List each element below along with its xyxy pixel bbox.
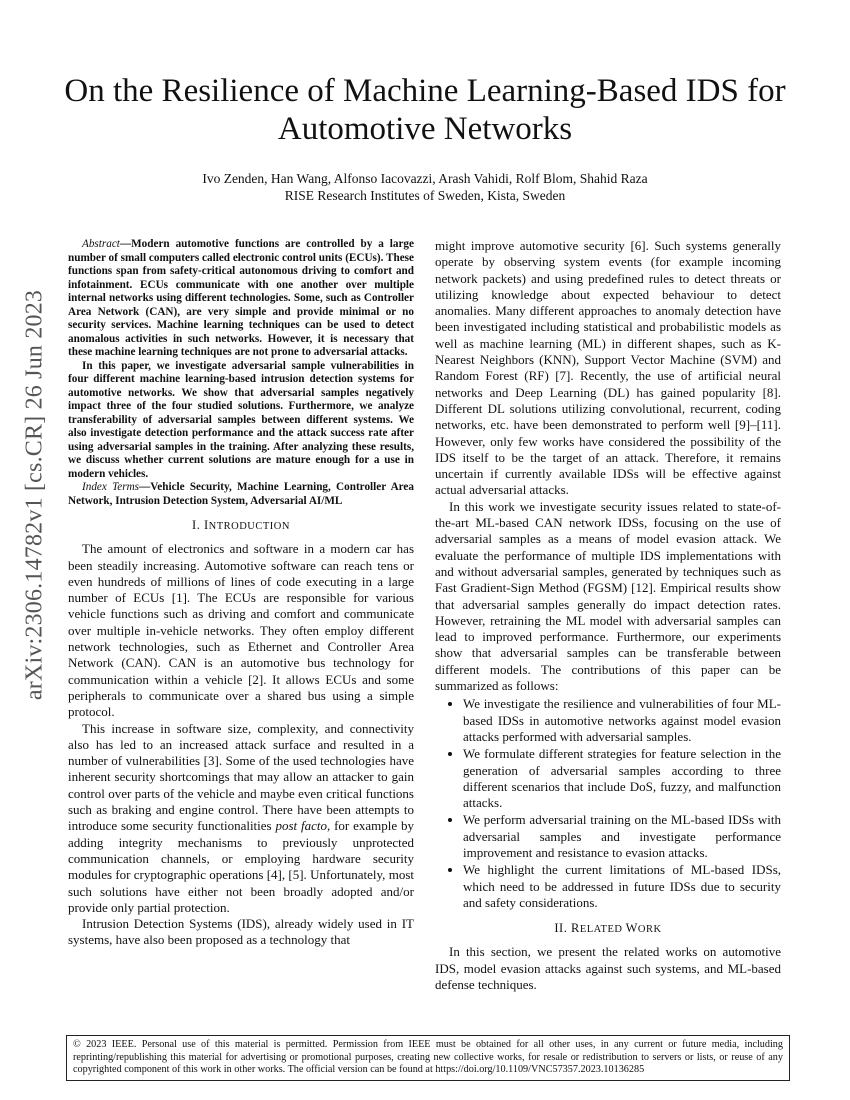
index-terms-label: Index Terms xyxy=(82,481,140,493)
intro-paragraph-2 xyxy=(68,721,414,917)
abstract-text-1: Modern automotive functions are controlled by a large number of small computers called electronic control units (ECUs). These functions span from safety-critical autonomous driving to comfort and infotainment. ECUs communicate with one another over multiple internal networks using different technologies. Some, such as Controller Area Network (CAN), are very simple and provide minimal or no security services. Machine learning techniques can be used to detect anomalous activities in such networks. However, it is necessary that these machine learning techniques are not prone to adversarial attacks. xyxy=(68,238,414,358)
author-block xyxy=(40,170,810,204)
paper-title: On the Resilience of Machine Learning-Based IDS for Automotive Networks xyxy=(64,73,786,147)
arxiv-sidebar-stamp xyxy=(12,289,58,701)
section-2-initial-2: W xyxy=(625,921,638,936)
section-heading-introduction xyxy=(68,517,414,535)
section-1-number: I. xyxy=(192,518,204,532)
related-work-paragraph-1: In this section, we present the related works on automotive IDS, model evasion attacks against such systems, and ML-based defense techniques. xyxy=(435,944,781,993)
intro-paragraph-1: The amount of electronics and software in a modern car has been steadily increasing. Automotive software can reach tens or even hundreds of millions of lines of code executing in a large number of ECUs [1]. The ECUs are responsible for various vehicle functions such as driving and comfort and communicate over multiple in-vehicle networks. They often employ different network technologies, such as Ethernet and Controller Area Network (CAN). CAN is an automotive bus technology for communication within a vehicle [2]. It allows ECUs and some peripherals to communicate over a shared bus using a simple protocol. xyxy=(68,541,414,720)
intro-p2-part-b: , for example by adding integrity mechanisms to previously unprotected communication channels, or employing hardware security modules for cryptographic operations [4], [5]. Unfortunately, most such solutions have either not been broadly adopted and/or provide only partial protection. xyxy=(68,818,414,915)
left-column xyxy=(68,238,414,949)
contribution-item: • We highlight the current limitations of ML-based IDSs, which need to be addressed in future IDSs due to security and safety considerations. xyxy=(463,862,781,911)
section-2-number: II. xyxy=(554,921,571,936)
index-terms xyxy=(68,481,414,508)
abstract-paragraph-2: In this paper, we investigate adversarial sample vulnerabilities in four different machine learning-based intrusion detection systems for automotive networks. We show that adversarial samples negatively impact three of the four studied solutions. Furthermore, we analyze transferability of adversarial samples between different systems. We also investigate detection performance and the attack success rate after using adversarial samples in the training. After analyzing these results, we discuss whether current solutions are mature enough for a use in modern vehicles. xyxy=(68,359,414,480)
intro-p2-italic: post facto xyxy=(275,818,327,834)
copyright-notice: © 2023 IEEE. Personal use of this material is permitted. Permission from IEEE must be obtained for all other uses, in any current or future media, including reprinting/republishing this material for advertising or promotional purposes, creating new collective works, for resale or redistribution to servers or lists, or reuse of any copyrighted component of this work in other works. The official version can be found at https://doi.org/10.1109/VNC57357.2023.10136285 xyxy=(66,1035,790,1081)
section-2-smallcaps-2: ORK xyxy=(637,924,662,936)
intro-paragraph-4: In this work we investigate security issues related to state-of-the-art ML-based CAN network IDSs, focusing on the use of adversarial samples as a means of model evasion attack. We evaluate the performance of multiple IDS implementations with and without adversarial samples, generated by techniques such as Fast Gradient-Sign Method (FGSM) [12]. Empirical results show that adversarial samples generally do impact detection rates. However, retraining the ML model with adversarial samples can lead to improved performance. Furthermore, our experiments show that adversarial samples can be transferable between different models. The contributions of this paper can be summarized as follows: xyxy=(435,498,781,694)
section-2-smallcaps-1: ELATED xyxy=(579,924,626,936)
abstract-paragraph-1 xyxy=(68,238,414,360)
affiliation: RISE Research Institutes of Sweden, Kista, Sweden xyxy=(284,188,566,203)
author-list: Ivo Zenden, Han Wang, Alfonso Iacovazzi, Arash Vahidi, Rolf Blom, Shahid Raza xyxy=(202,171,648,186)
index-terms-dash: — xyxy=(139,481,151,493)
abstract-label: Abstract xyxy=(82,238,120,250)
index-terms-text: Vehicle Security, Machine Learning, Controller Area Network, Intrusion Detection System, Adversarial AI/ML xyxy=(68,481,414,507)
arxiv-id-label: arXiv:2306.14782v1 [cs.CR] 26 Jun 2023 xyxy=(21,289,48,701)
intro-paragraph-3: Intrusion Detection Systems (IDS), already widely used in IT systems, have also been proposed as a technology that xyxy=(68,916,414,948)
contribution-item: • We formulate different strategies for feature selection in the generation of adversarial samples according to three different scenarios that include DoS, fuzzy, and malfunction attacks. xyxy=(463,746,781,811)
section-1-initial: I xyxy=(203,518,209,532)
abstract-dash: — xyxy=(119,238,132,250)
intro-p2-part-a: This increase in software size, complexity, and connectivity also has led to an increased attack surface and resulted in a number of vulnerabilities [3]. Some of the used technologies have inherent security shortcomings that may allow an attacker to gain control over parts of the vehicle and maybe even critical functions such as braking and engine control. There have been attempts to introduce some security functionalities xyxy=(68,720,414,834)
contribution-item: • We perform adversarial training on the ML-based IDSs with adversarial samples and investigate performance improvement and resistance to evasion attacks. xyxy=(463,812,781,861)
contribution-item: • We investigate the resilience and vulnerabilities of four ML-based IDSs in automotive networks against model evasion attacks performed with adversarial samples. xyxy=(463,696,781,745)
intro-paragraph-3-continued: might improve automotive security [6]. Such systems generally operate by observing system events (for example incoming network packets) and using predefined rules to detect threats or utilizing knowledge about expected behaviour to detect anomalies. Many different approaches to anomaly detection have been investigated including statistical and probabilistic models as well as machine learning (ML) in different shapes, such as K-Nearest Neighbors (KNN), Support Vector Machine (SVM) and Random Forest (RF) [7]. Recently, the use of artificial neural networks and Deep Learning (DL) has gained popularity [8]. Different DL solutions utilizing convolutional, recurrent, coding networks, etc. have been demonstrated to perform well [9]–[11]. However, only few works have considered the possibility of the IDS itself to be the target of an attack. Therefore, it remains uncertain if currently available IDSs will be effective against actual adversarial attacks. xyxy=(435,238,781,498)
section-2-initial: R xyxy=(570,921,580,936)
section-1-smallcaps: NTRODUCTION xyxy=(208,521,290,532)
contributions-list xyxy=(435,696,781,911)
section-heading-related-work xyxy=(435,920,781,938)
right-column xyxy=(435,238,781,993)
